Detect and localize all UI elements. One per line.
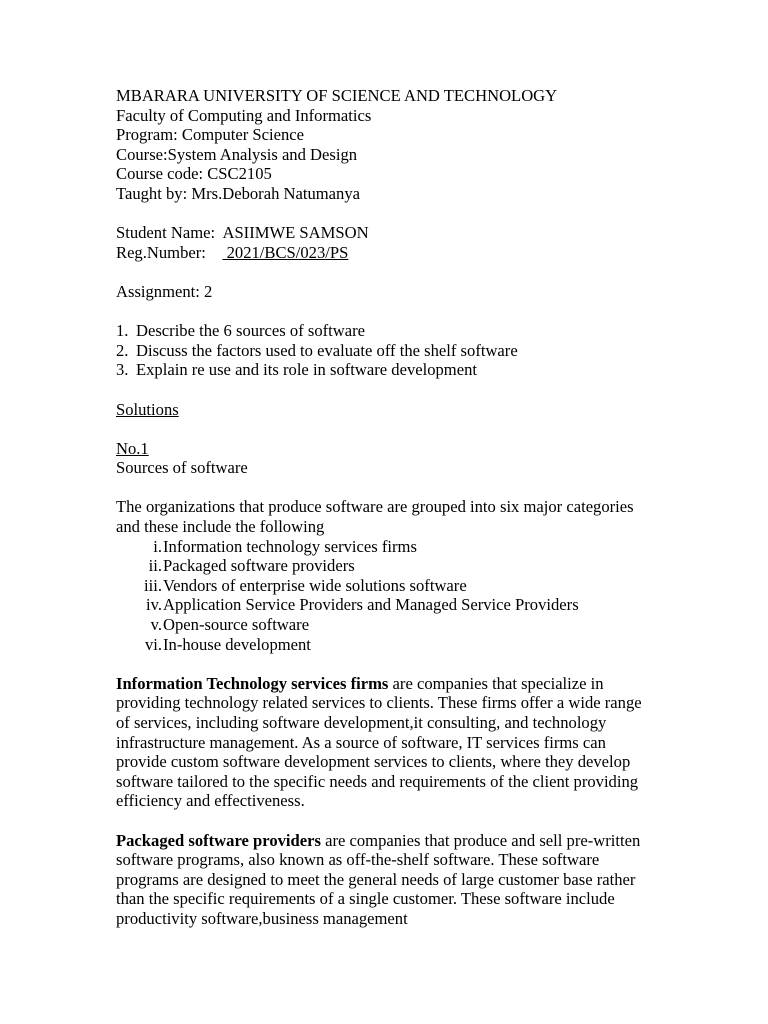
lecturer-name: Taught by: Mrs.Deborah Natumanya	[116, 183, 360, 203]
reg-number-label: Reg.Number:	[116, 242, 223, 262]
solutions-heading: Solutions	[116, 399, 179, 419]
list-item: v. Open-source software	[150, 615, 310, 635]
reg-number: 2021/BCS/023/PS	[222, 242, 349, 262]
packaged-term: Packaged software providers	[116, 830, 321, 850]
list-item: ii. Packaged software providers	[148, 556, 355, 576]
it-firms-paragraph	[116, 674, 656, 811]
student-name-line	[116, 223, 656, 243]
program-name: Program: Computer Science	[116, 125, 305, 145]
faculty-name: Faculty of Computing and Informatics	[116, 105, 372, 125]
list-item: 3. Explain re use and its role in software development	[116, 360, 477, 380]
list-item: vi. In-house development	[144, 634, 311, 654]
packaged-body: are companies that produce and sell pre-written software programs, also known as off-the-shelf software. These software programs are designed to meet the general needs of large customer base rather than the specific requirements of a single customer. These software include productivity software,business management	[116, 830, 641, 928]
course-code: Course code: CSC2105	[116, 164, 272, 184]
no1-intro: The organizations that produce software are grouped into six major categories and these include the following	[116, 497, 634, 537]
list-item: iii. Vendors of enterprise wide solutions software	[144, 575, 467, 595]
it-firms-body: are companies that specialize in providing technology related services to clients. These firms offer a wide range of services, including software development,it consulting, and technology infrastructure management. As a source of software, IT services firms can provide custom software development services to clients, where they develop software tailored to the specific needs and requirements of the client providing efficiency and effectiveness.	[116, 673, 642, 811]
student-name-label: Student Name:	[116, 223, 223, 243]
university-name: MBARARA UNIVERSITY OF SCIENCE AND TECHNOLOGY	[116, 86, 558, 105]
assignment-number: Assignment: 2	[116, 281, 213, 301]
reg-number-line	[116, 243, 656, 263]
no1-heading: No.1	[116, 438, 149, 458]
no1-subtitle: Sources of software	[116, 458, 248, 478]
list-item: 2. Discuss the factors used to evaluate off the shelf software	[116, 340, 518, 360]
sources-list	[116, 537, 656, 655]
document-page	[116, 86, 656, 929]
list-item: i. Information technology services firms	[153, 536, 417, 556]
question-list	[116, 321, 656, 380]
student-name: ASIIMWE SAMSON	[222, 223, 369, 243]
list-item: 1. Describe the 6 sources of software	[116, 321, 365, 341]
packaged-paragraph	[116, 831, 656, 929]
list-item: iv. Application Service Providers and Managed Service Providers	[146, 595, 579, 615]
it-firms-term: Information Technology services firms	[116, 673, 389, 693]
course-name: Course:System Analysis and Design	[116, 144, 358, 164]
